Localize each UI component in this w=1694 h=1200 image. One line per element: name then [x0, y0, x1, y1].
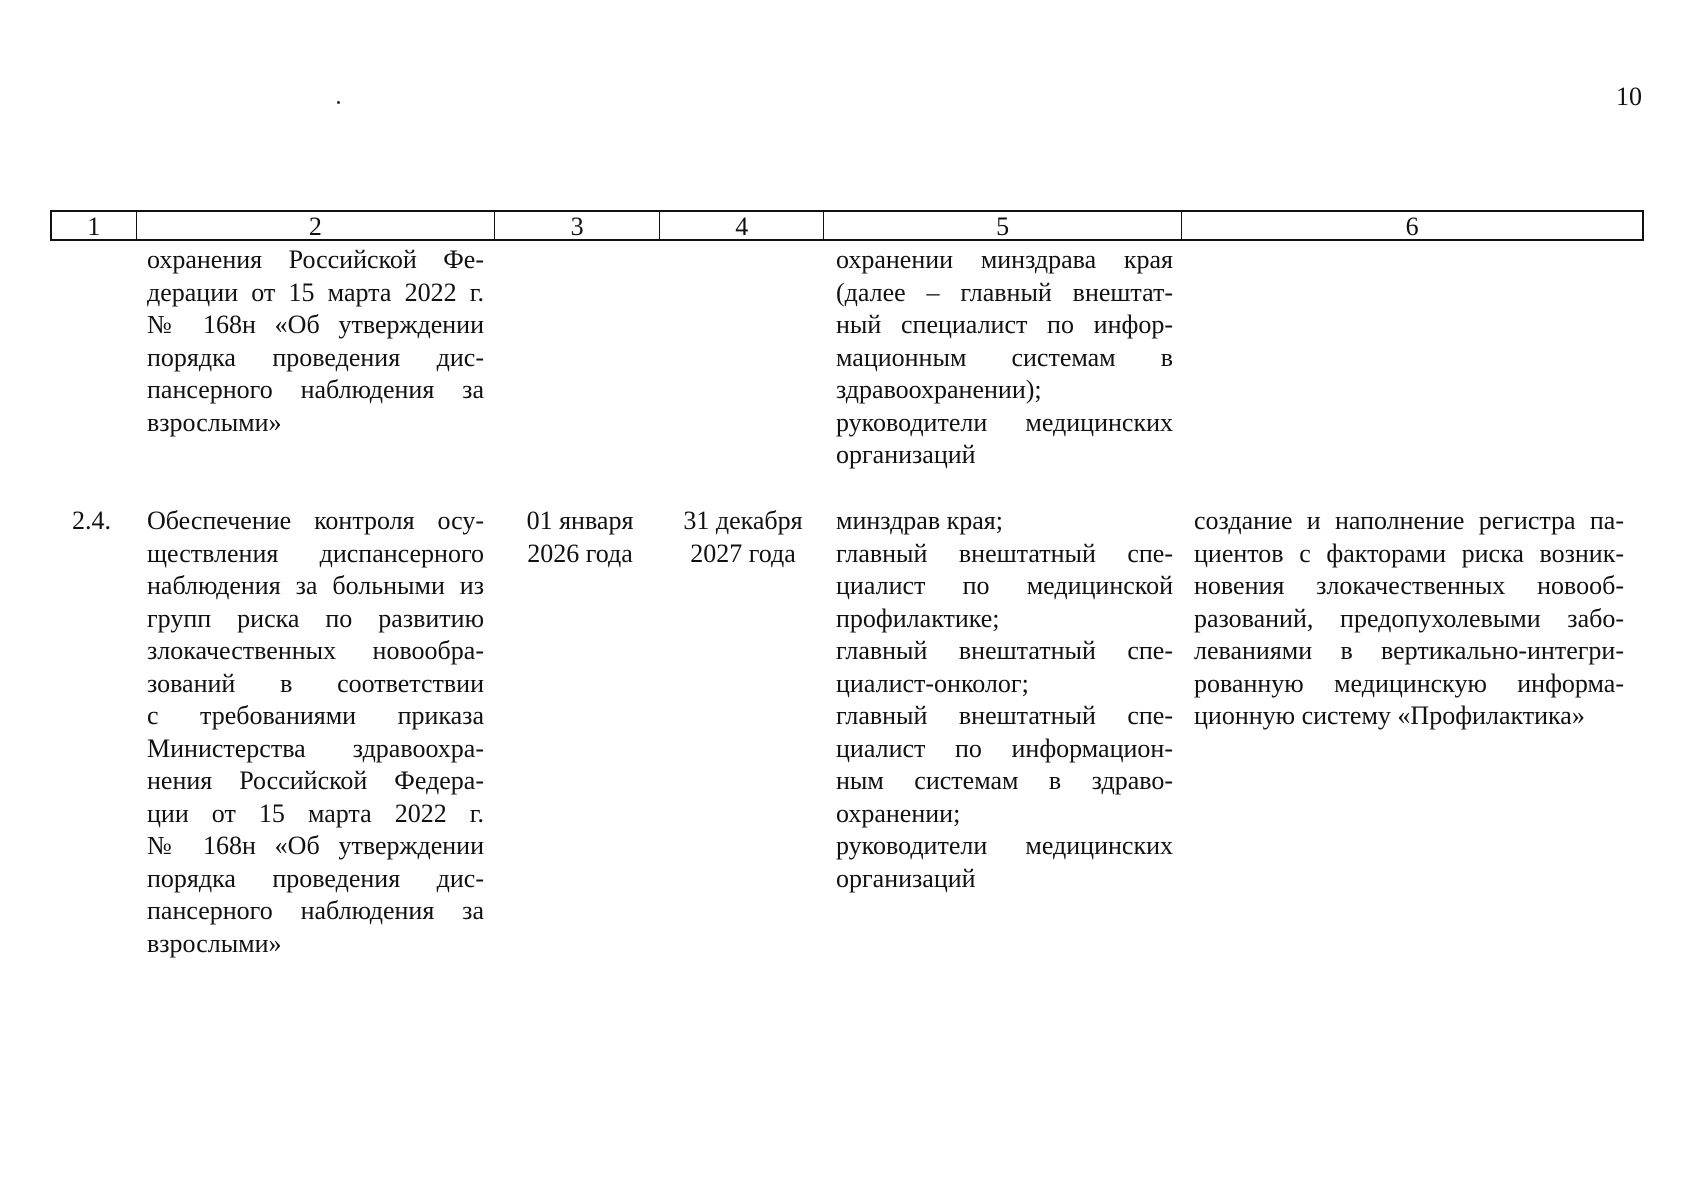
text-line: 01 января — [526, 506, 634, 535]
text-line: ществления диспансерного — [147, 538, 484, 568]
text-line: мационным системам в — [836, 342, 1173, 372]
text-line: Министерства здравоохра- — [147, 733, 484, 763]
text-line: охранения Российской Фе- — [147, 245, 484, 274]
text-line: руководители медицинских — [836, 407, 1173, 437]
text-line: 2027 года — [690, 538, 796, 568]
text-line: Обеспечение контроля осу- — [147, 506, 484, 535]
header-cell-1: 1 — [52, 212, 137, 239]
header-cell-6: 6 — [1405, 212, 1419, 241]
row-start-date — [506, 505, 654, 570]
text-line: циентов с факторами риска возник- — [1194, 538, 1624, 568]
row-end-date — [668, 505, 818, 570]
header-cell-4: 4 — [660, 212, 824, 239]
text-line: ным системам в здраво- — [836, 766, 1173, 795]
row-responsible — [836, 505, 1173, 895]
text-line: охранении минздрава края — [836, 245, 1173, 274]
text-line: циалист по медицинской — [836, 571, 1173, 600]
text-line: № 168н «Об утверждении — [147, 310, 484, 339]
header-cell-5: 5 — [824, 212, 1182, 239]
text-line: создание и наполнение регистра па- — [1194, 506, 1624, 535]
text-line: минздрав края; — [836, 506, 1003, 535]
row-result — [1194, 505, 1624, 733]
text-line: рованную медицинскую информа- — [1194, 668, 1624, 698]
text-line: организаций — [836, 440, 976, 469]
text-line: леваниями в вертикально-интегри- — [1194, 636, 1624, 665]
text-line: с требованиями приказа — [147, 701, 484, 730]
text-line: порядка проведения дис- — [147, 342, 484, 372]
text-line: здравоохранении); — [836, 375, 1042, 404]
text-line: пансерного наблюдения за — [147, 375, 484, 404]
text-line: № 168н «Об утверждении — [147, 831, 484, 860]
text-line: пансерного наблюдения за — [147, 896, 484, 925]
text-line: зований в соответствии — [147, 668, 484, 698]
text-line: охранении; — [836, 798, 961, 828]
continuation-description — [147, 244, 484, 439]
header-cell-3: 3 — [495, 212, 661, 239]
text-line: дерации от 15 марта 2022 г. — [147, 277, 484, 307]
text-line: ный специалист по инфор- — [836, 310, 1173, 339]
row-description — [147, 505, 484, 960]
continuation-responsible — [836, 244, 1173, 472]
text-line: (далее – главный внештат- — [836, 277, 1173, 307]
text-line: главный внештатный спе- — [836, 538, 1173, 568]
text-line: злокачественных новообра- — [147, 636, 484, 665]
text-line: групп риска по развитию — [147, 603, 484, 633]
text-line: организаций — [836, 863, 976, 893]
text-line: взрослыми» — [147, 928, 282, 958]
text-line: 2026 года — [527, 538, 633, 568]
text-line: наблюдения за больными из — [147, 571, 484, 600]
text-line: профилактике; — [836, 603, 1000, 633]
text-line: главный внештатный спе- — [836, 636, 1173, 665]
table-header-row — [50, 210, 1644, 241]
page-number: 10 — [1616, 82, 1642, 111]
text-line: циалист-онколог; — [836, 668, 1029, 698]
text-line: 31 декабря — [683, 506, 803, 535]
text-line: циалист по информацион- — [836, 733, 1173, 763]
text-line: главный внештатный спе- — [836, 701, 1173, 730]
text-line: разований, предопухолевыми забо- — [1194, 603, 1624, 633]
text-line: новения злокачественных новооб- — [1194, 571, 1624, 600]
text-line: ции от 15 марта 2022 г. — [147, 798, 484, 828]
row-number: 2.4. — [72, 506, 111, 535]
text-line: ционную систему «Профилактика» — [1194, 701, 1585, 730]
scan-speck — [337, 101, 340, 104]
text-line: руководители медицинских — [836, 831, 1173, 860]
text-line: порядка проведения дис- — [147, 863, 484, 893]
header-cell-2: 2 — [137, 212, 495, 239]
text-line: нения Российской Федера- — [147, 766, 484, 795]
text-line: взрослыми» — [147, 407, 282, 437]
